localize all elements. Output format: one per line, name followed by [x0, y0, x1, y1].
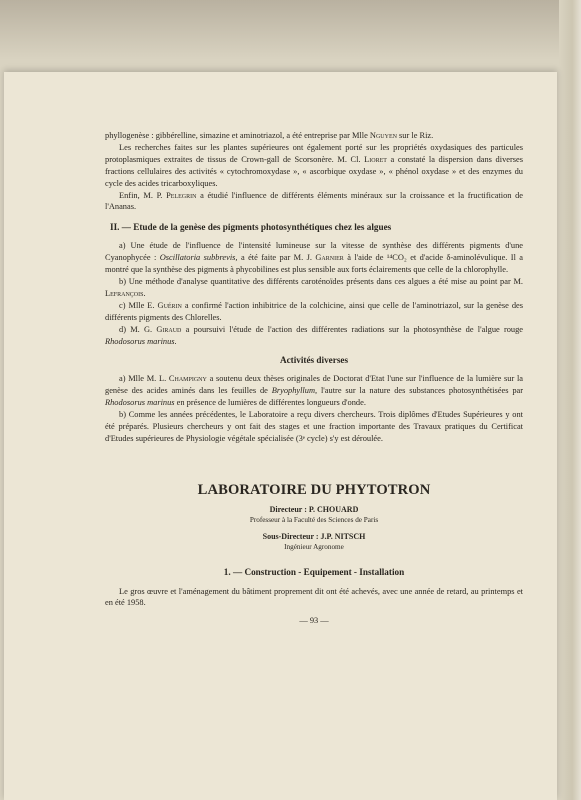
subdirector-role: Ingénieur Agronome [284, 543, 344, 552]
species-name: Rhodosorus marinus [105, 398, 175, 408]
text: a soutenu deux thèses originales de Doctorat d'Etat l'une sur l'influence de la lumière sur la genèse des acides aminés dans les feuilles de [105, 374, 524, 396]
text: en présence de lumières de différentes longueurs d'onde. [176, 398, 366, 408]
item-b [105, 276, 523, 300]
subdirector-name: J.P. NITSCH [320, 531, 366, 541]
text: sur le Riz. [399, 131, 434, 140]
scan-background [0, 0, 581, 60]
text: Enfin, M. P. [119, 190, 163, 200]
person-name: Liorет [364, 154, 387, 164]
director-role: Professeur à la Faculté des Sciences de Paris [249, 516, 379, 525]
activites-item-b: b) Comme les années précédentes, le Laboratoire a reçu divers chercheurs. Trois diplômes d'Etudes Supérieures y ont été préparés. Plusieurs chercheurs y ont fait des stages et une fraction importante des Travaux pratiques du Certificat d'Etudes supérieures de Physiologie végétale spécialisée (3ᵉ cycle) s'y est déroulée. [105, 410, 523, 443]
intro-paragraph-1 [105, 130, 523, 142]
director-name: P. CHOUARD [308, 504, 359, 514]
item-d [105, 324, 523, 348]
text: a) Une étude de l'influence de l'intensité lumineuse sur la vitesse de synthèse des différents pigments d'une Cyanophycée : [105, 241, 523, 263]
director-block [105, 505, 523, 553]
text: Les recherches faites sur les plantes supérieures ont également porté sur les propriétés oxydasiques des particules protoplasmiques extraites de tissus de Crown-gall de Scorsonère. M. Cl. [105, 142, 523, 164]
species-name: Oscillatoria subbrevis, [159, 253, 238, 263]
person-name: Garnier [315, 253, 344, 263]
text: a confirmé l'action inhibitrice de la colchicine, ainsi que celle de l'aminotriazol, sur la genèse des différents pigments des Chlorelles. [105, 300, 523, 322]
text: a étudié l'influence de différents éléments minéraux sur la croissance et la fructification de l'Ananas. [105, 190, 524, 212]
person-name: Guérin [157, 300, 182, 310]
text: a constaté la dispersion dans diverses fractions cellulaires des activités « cytochromoxydase », « ascorbique oxydase », « phénol oxydase » et des enzymes du cycle des acides tricarboxyliques. [105, 154, 523, 188]
section-heading: II. — Etude de la genèse des pigments photosynthétiques chez les algues [110, 222, 392, 233]
text: a) Mlle M. L. [119, 374, 167, 384]
species-name: Rhodosorus marinus. [105, 336, 177, 346]
laboratory-title: LABORATOIRE DU PHYTOTRON [197, 481, 431, 498]
person-name: Giraud [156, 324, 182, 334]
text: l'autre sur la nature des substances photosynthétisées par [320, 386, 524, 396]
item-a [105, 240, 523, 276]
text: a poursuivi l'étude de l'action des différentes radiations sur la photosynthèse de l'algue rouge [185, 324, 524, 334]
page-content [105, 130, 523, 627]
text: phyllogenèse : gibbérelline, simazine et aminotriazol, a été entreprise par Mlle [105, 131, 368, 140]
subdirector-line [105, 532, 523, 543]
activites-heading: Activités diverses [279, 355, 349, 366]
person-name: Pelegrin [166, 190, 197, 200]
text: c) Mlle E. [119, 300, 155, 310]
section-1-heading: 1. — Construction - Equipement - Installation [223, 566, 405, 577]
director-label: Directeur : [269, 504, 307, 514]
section-1-paragraph: Le gros œuvre et l'aménagement du bâtiment proprement dit ont été achevés, avec une année de retard, au printemps et en été 1958. [105, 586, 523, 608]
person-name: Lefrançois. [105, 288, 146, 298]
intro-paragraph-3 [105, 190, 523, 214]
activites-item-a [105, 373, 523, 409]
item-c [105, 300, 523, 324]
text: d) M. G. [119, 324, 153, 334]
text: à l'aide de ¹⁴CO₂ et d'acide δ-aminolévulique. Il a montré que la synthèse des pigments à phycobilines est plus sensible aux forts éclairements que celle de la chlorophylle. [105, 253, 524, 275]
director-line [105, 505, 523, 516]
intro-paragraph-2 [105, 142, 523, 190]
text: a été faite par M. J. [240, 253, 312, 263]
subdirector-label: Sous-Directeur : [262, 531, 319, 541]
scan-edge [559, 0, 581, 800]
species-name: Bryophyllum, [271, 386, 318, 396]
person-name: Champigny [168, 374, 207, 384]
text: b) Une méthode d'analyse quantitative des différents caroténoïdes présents dans ces algues a été mise au point par M. [119, 276, 523, 286]
person-name: Nguyen [369, 131, 397, 140]
page-number: — 93 — [299, 616, 329, 626]
